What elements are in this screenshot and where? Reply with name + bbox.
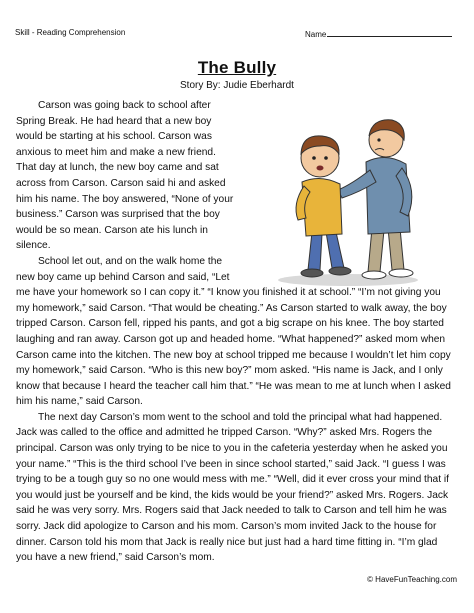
paragraph-2-rest: me have your homework so I can copy it.” “I know you finished it at school.” “I’m not giving you my homework,” said Carson. “That would be cheating.” As Carson started to walk away, the boy tripped Carson. Carson fell, ripped his pants, and got a big scrape on his knee. The boy started laughing and ran away. Carson got up and headed home. “What happened?” asked mom when Carson came into the kitchen. The new boy at school tripped me because I wouldn’t let him copy my homework,” said Carson. “Who is this new boy?” mom asked. “His name is Jack, and I only know that because I heard the teacher call him that.” “He was mean to me at lunch when I asked him his name,” said Carson. xyxy=(16,287,451,408)
footer-credit: © HaveFunTeaching.com xyxy=(367,575,457,584)
text-line: anxious to meet him and make a new friend. xyxy=(16,146,216,158)
text-line: would be so mean. Carson ate his lunch in xyxy=(16,224,208,236)
text-line: business.” Carson was surprised that the boy xyxy=(16,209,220,221)
name-line[interactable] xyxy=(327,28,452,37)
story-title: The Bully xyxy=(197,58,277,77)
name-label: Name xyxy=(305,30,327,39)
paragraph-2-start xyxy=(16,254,256,285)
name-field xyxy=(305,28,452,39)
text-line: would be starting at his school. Carson was xyxy=(16,131,212,143)
paragraph-3: The next day Carson’s mom went to the school and told the principal what had happened. Jack was called to the office and admitted he tripped Carson. “Why?” asked Mrs. Rogers the principal. Carson was only trying to be nice to you in the cafeteria yesterday when he asked you your name.” “This is the third school I’ve been in since school started,” said Jack. “I guess I was trying to be a tough guy so no one would mess with me.” “Well, did it ever cross your mind that if you would just be yourself and be kind, the kids would be your friend?” asked Mrs. Rogers. Jack said he was very sorry. Mrs. Rogers said that Jack needed to talk to Carson and tell him he was sorry. Jack did apologize to Carson and his mom. Carson’s mom invited Jack to the house for dinner. Carson told his mom that Jack is really nice but just had a hard time fitting in. “I’m glad you have a new friend,” said Carson’s mom. xyxy=(16,411,449,564)
text-line: across from Carson. Carson said hi and asked xyxy=(16,177,226,189)
text-line: School let out, and on the walk home the xyxy=(38,255,223,267)
paragraph-1 xyxy=(16,98,256,254)
text-line: silence. xyxy=(16,240,51,252)
text-line: Carson was going back to school after xyxy=(38,100,211,111)
skill-label: Skill - Reading Comprehension xyxy=(15,28,126,37)
story-body xyxy=(16,98,452,566)
text-line: That day at lunch, the new boy came and sat xyxy=(16,162,219,174)
text-line: Spring Break. He had heard that a new boy xyxy=(16,115,212,127)
text-line: him his name. The boy answered, “None of your xyxy=(16,193,234,205)
text-line: new boy came up behind Carson and said, “Let xyxy=(16,271,230,283)
story-byline: Story By: Judie Eberhardt xyxy=(180,80,294,91)
